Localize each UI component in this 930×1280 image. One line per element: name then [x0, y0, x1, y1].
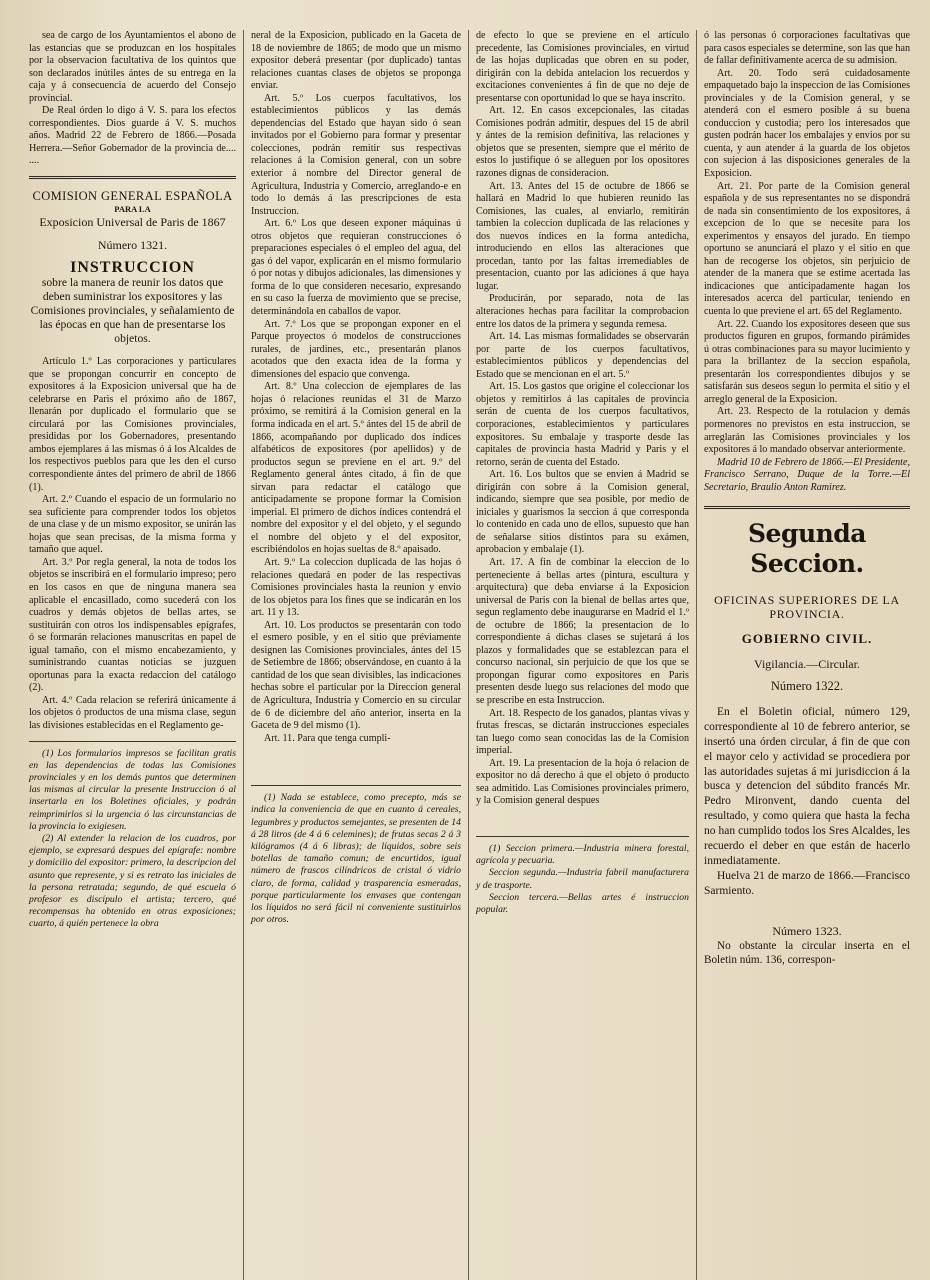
- footnote-separator: [476, 836, 689, 837]
- footnote-1: (1) Los formularios impresos se facilitan gratis en las dependencias de todas las Comisiones provinciales y en los demás puntos que determinen las mismas al circular la presente Instruccion ó al insertarla en los Boletines oficiales, y podrán reimprimirlos si la urgencia ó las circunstancias de la provincia lo exigiesen.: [29, 747, 236, 832]
- commission-para: PARA LA: [114, 204, 151, 215]
- article-8: Art. 8.º Una coleccion de ejemplares de las hojas ó relaciones reunidas el 31 de Marzo próximo, se remitirá á la Comision general en la forma indicada en el art. 5.º ántes del 15 de abril de 1866, acompañando por duplicado dos índices alfabéticos de expositores (por apellidos) y de productos segun se previene en el art. 9.º del Reglamento general ántes citado, á fin de que sirvan para redactar el catálogo que anticipadamente se propone formar la Comision imperial. El primero de dichos índices contendrá el nombre del expositor y el del objeto, y el segundo el nombre del objeto y el del expositor, escribiéndolos en hojas sueltas de 8.º apaisado.: [251, 381, 461, 556]
- column-4: [697, 30, 917, 1280]
- continuation-text: ó las personas ó corporaciones facultativas que para casos especiales se determine, son las que han de fallar definitivamente acerca de su admision.: [704, 30, 911, 67]
- article-13: Art. 13. Antes del 15 de octubre de 1866 se hallará en Madrid lo que hubieren reunido las Comisiones, las cuales, al enviarlo, remitirán tambien la coleccion duplicada de las relaciones y dos nuevos índices en la forma antedicha, introduciendo en ellos las alteraciones que procedan, tanto por las faltas irremediables de presentacion, cuanto por las adiciones á que haya lugar.: [476, 180, 689, 292]
- vigilancia-label: Vigilancia.—Circular.: [754, 656, 860, 671]
- footnote-2: Seccion segunda.—Industria fabril manufacturera y de trasporte.: [476, 867, 689, 891]
- article-1: Artículo 1.º Las corporaciones y particulares que se propongan concurrir en concepto de expositores á la Exposicion universal que ha de celebrarse en Paris el próximo año de 1867, llenarán por duplicado el formulario que se circulará por las Comisiones provinciales, presididas por los Gobernadores, presentando ambos ejemplares á las mismas ó á los Alcaldes de los respectivos pueblos para que les den el curso correspondiente ántes del primero de abril de 1866 (1).: [29, 356, 236, 493]
- last-paragraph: No obstante la circular inserta en el Boletin núm. 136, correspon-: [704, 940, 910, 967]
- article-3: Art. 3.º Por regla general, la nota de todos los objetos se inscribirá en el formulario impreso; pero en los casos en que de ninguna manera sea aplicable el encasillado, como sucederá con los cuadros y demás objetos de bellas artes, se sustituirán con otros los indispensables epígrafes, ó se formarán relaciones manuscritas en papel de igual tamaño, con el mismo encabezamiento, y suministrando cuantas noticias se juzguen oportunas para la exacta redaccion del catálogo (2).: [29, 556, 236, 694]
- document-number: Número 1322.: [770, 679, 844, 694]
- footnote-separator: [251, 785, 461, 786]
- article-7: Art. 7.º Los que se propongan exponer en el Parque proyectos ó modelos de construcciones rurales, de jardines, etc., presentarán planos acotados que den exacta idea de la forma y dimensiones del espacio que convenga.: [251, 318, 461, 380]
- footnote-separator: [29, 741, 236, 742]
- footnotes: [251, 792, 461, 926]
- gobierno-civil-title: GOBIERNO CIVIL.: [741, 631, 873, 647]
- continuation-text: neral de la Exposicion, publicado en la Gaceta de 18 de noviembre de 1865; de modo que un mismo expositor deberá presentar (por duplicado) tantas relaciones cuantas clases de objetos se proponga enviar.: [251, 30, 461, 92]
- document-number: Número 1323.: [772, 923, 842, 938]
- footnotes: [476, 843, 689, 916]
- signature-block: Madrid 10 de Febrero de 1866.—El Presidente, Francisco Serrano, Duque de la Torre.—El Secretario, Braulio Anton Ramirez.: [704, 456, 910, 493]
- article-12: Art. 12. En casos excepcionales, las citadas Comisiones podrán admitir, despues del 15 de abril y ántes de la remision definitiva, las relaciones y objetos que se presenten, siempre que el mérito de estos lo justifique ó se alleguen por los opositores razones dignas de consideracion.: [476, 105, 689, 180]
- article-4: Art. 4.º Cada relacion se referirá únicamente á los objetos ó productos de una misma clase, segun las divisiones establecidas en el Reglamento ge-: [29, 694, 236, 731]
- footnote-1: (1) Seccion primera.—Industria minera forestal, agrícola y pecuaria.: [476, 842, 689, 867]
- separator: [704, 506, 910, 509]
- article-14: Art. 14. Las mismas formalidades se observarán por parte de los cuerpos facultativos, establecimientos públicos y dependencias del Estado que se mencionan en el art. 5.º: [476, 331, 689, 380]
- article-17: Art. 17. A fin de combinar la eleccion de lo perteneciente á bellas artes (pintura, escultura y arquitectura) que deba enviarse á la Exposicion universal de Paris con la bienal de bellas artes que, segun reglamento debe inaugurarse en Madrid el 1.º de octubre de 1866; la presentacion de lo correspondiente á dichas clases se sujetará á los plazos y formalidades que se establezcan para el concurso nacional, sin perjuicio de que los que se propongan figurar como expositores en Paris presenten desde luego sus relaciones del modo que se prescribe en esta Instruccion.: [476, 556, 689, 706]
- continuation-text: de efecto lo que se previene en el artículo precedente, las Comisiones provinciales, en virtud de las hojas duplicadas que obren en su poder, dirigirán con la debida antelacion los recuerdos y excitaciones convenientes á fin de que no deje de presentarse con oportunidad lo que se haya inscrito.: [476, 30, 689, 104]
- footnote-1: (1) Nada se establece, como precepto, más se indica la conveniencia de que en cuanto á cereales, legumbres y productos semejantes, se presenten de 14 á 28 litros (de 4 á 6 celemines); de frutas secas 2 á 3 kilógramos (4 á 6 libras); de líquidos, sobre seis botellas de tamaño comun; de encurtidos, igual número de frascos cilíndricos de cristal ó vidrio claro, de forma, calidad y trasparencia esmeradas, porque particularmente los envases que contengan los líquidos no será fácil ni conveniente sustituirlos por otros.: [251, 792, 461, 926]
- footnotes: [29, 748, 236, 931]
- commission-title: COMISION GENERAL ESPAÑOLA: [32, 189, 233, 204]
- article-9: Art. 9.º La coleccion duplicada de las hojas ó relaciones quedará en poder de las respectivas Comisiones provinciales hasta la reunion y envio de los objetos para los fines que se indicarán en los art. 11 y 13.: [251, 556, 461, 619]
- instruction-subtitle: sobre la manera de reunir los datos que deben suministrar los expositores y las Comisiones provinciales, y señalamiento de las épocas en que han de presentarse los objetos.: [30, 276, 235, 346]
- circular-signature: Huelva 21 de marzo de 1866.—Francisco Sarmiento.: [704, 869, 910, 897]
- article-18: Art. 18. Respecto de los ganados, plantas vivas y frutas frescas, se dictarán instrucciones especiales tan luego como sean conocidas las de la Comision imperial.: [476, 707, 689, 757]
- office-title: OFICINAS SUPERIORES DE LA PROVINCIA.: [714, 593, 900, 622]
- footnote-3: Seccion tercera.—Bellas artes é instruccion popular.: [476, 891, 689, 915]
- column-2: [244, 30, 469, 1280]
- continuation-text: sea de cargo de los Ayuntamientos el abono de las estancias que se produzcan en los hospitales por la observacion facultativa de los quintos que son declarados inútiles ántes de su entrega en la caja y á consecuencia de acuerdo del Consejo provincial.: [29, 30, 236, 104]
- instruction-title: INSTRUCCION: [70, 258, 195, 276]
- article-21: Art. 21. Por parte de la Comision general española y de sus representantes no se dispondrá de nada sin consentimiento de los expositores, á excepcion de lo que se necesite para los experimentos y ensayos del jurado. En tiempo oportuno se anunciará el plazo y el sitio en que han de recogerse los objetos, sin perjuicio de atender de la manera que se estime acertada las indicaciones que anticipadamente hagan los interesados acerca del particular, teniendo en cuenta lo que previene el art. 65 del Reglamento.: [704, 180, 910, 318]
- royal-order-closing: De Real órden lo digo á V. S. para los efectos correspondientes. Dios guarde á V. S. muchos años. Madrid 22 de Febrero de 1866.—Posada Herrera.—Señor Gobernador de la provincia de.... ....: [29, 105, 236, 167]
- separator: [29, 176, 236, 179]
- column-1: [22, 30, 244, 1280]
- article-10: Art. 10. Los productos se presentarán con todo el esmero posible, y en el sitio que préviamente designen las Comisiones provinciales, ántes del 15 de Setiembre de 1866; observándose, en cuanto á la cantidad de los que sean divisibles, las indicaciones hechas sobre el particular por la Direccion general de Agricultura, Industria y Comercio en su circular de 6 de diciembre del año anterior, inserta en la Gaceta de 9 del mismo (1).: [251, 619, 461, 732]
- article-6: Art. 6.º Los que deseen exponer máquinas ú otros objetos que requieran construcciones ó preparaciones especiales ó el empleo del agua, del gas ó del vapor, explicarán en el mismo formulario ó por notas y dibujos adicionales, las dimensiones y forma de lo que consideren necesario, expresando en su caso la fuerza de movimiento que se precise, determinándola en caballos de vapor.: [251, 218, 461, 318]
- article-5: Art. 5.º Los cuerpos facultativos, los establecimientos públicos y las demás dependencias del Estado que hayan sido ó sean invitados por el Gobierno para formar y presentar colecciones, podrán remitir sus respectivas relaciones á la Comision general, con un sobre exterior á nombre del Director general de Agricultura, Industria y Comercio, arreglando-e en todo lo demás á las prescripciones de esta Instruccion.: [251, 92, 461, 217]
- circular-body: En el Boletin oficial, número 129, correspondiente al 10 de febrero anterior, se insertó una órden circular, á fin de que con el mayor celo y actividad se procediera por las autoridades sujetas á mi jurisdiccion á la busca y detencion del súbdito francés Mr. Pedro Mironvent, dando cuenta del resultado, y como quiera que hasta la fecha no han cumplido todos los Sres Alcaldes, les recuerdo el deber en que están de hacerlo inmediatamente.: [704, 705, 910, 867]
- column-3: [469, 30, 697, 1280]
- article-2: Art. 2.º Cuando el espacio de un formulario no sea suficiente para comprender todos los objetos de una clase y de un mismo expositor, se unirán las hojas que sean precisas, de la misma forma y tamaño que aquel.: [29, 494, 236, 556]
- commission-expo: Exposicion Universal de Paris de 1867: [39, 215, 226, 230]
- article-11: Art. 11. Para que tenga cumpli-: [264, 732, 391, 744]
- article-15: Art. 15. Los gastos que origine el coleccionar los objetos y remitirlos á las capitales de provincia serán de cuenta de los cuerpos facultativos, corporaciones, establecimientos y particulares expositores. Su embalaje y trasporte desde las capitales de provincia hasta Madrid y Paris y el retorno, serán de cuenta del Estado.: [476, 381, 689, 468]
- footnote-2: (2) Al extender la relacion de los cuadros, por ejemplo, se expresará despues del epígrafe: nombre y domicilio del expositor: primero, la descripcion del asunto que represente, y si es retrato las iniciales de la persona retratada; segundo, de qué escuela ó profesor es discípulo el artista; tercero, qué recompensas ha obtenido en otras exposiciones; cuarto, á quién pertenece la obra: [29, 832, 236, 930]
- article-16: Art. 16. Los bultos que se envien á Madrid se dirigirán con sobre á la Comision general, indicando, siempre que sea posible, por medio de iniciales y guarismos la seccion á que corresponda lo contenido en cada uno de ellos, supuesto que han de señalarse sitios distintos para su exámen, aprobacion y embalaje (1).: [476, 469, 689, 556]
- article-20: Art. 20. Todo será cuidadosamente empaquetado bajo la inspeccion de las Comisiones provinciales y de la Comision general, y se atenderá con el esmero posible á su buena conduccion y custodia; pero los interesados que gusten podrán hacer los embalajes y envios por su cuenta, y aun atender á la guarda de los objetos con sujecion á las disposiciones generales de la Exposicion.: [704, 67, 910, 180]
- article-22: Art. 22. Cuando los expositores deseen que sus productos figuren en grupos, formando pirámides ú otras combinaciones para su mayor lucimiento y para la brillantez de la seccion española, presentarán los correspondientes dibujos y se satisfarán sus deseos segun lo permita el sitio y el arreglo general de la Exposicion.: [704, 318, 910, 405]
- article-23: Art. 23. Respecto de la rotulacion y demás pormenores no previstos en esta instruccion, se arreglarán las Comisiones provinciales y los expositores á lo mandado observar anteriormente.: [704, 406, 910, 456]
- columns: [22, 30, 918, 1280]
- produciran-paragraph: Producirán, por separado, nota de las alteraciones hechas para facilitar la comprobacion entre los datos de la primera y segunda remesa.: [476, 293, 689, 330]
- article-19: Art. 19. La presentacion de la hoja ó relacion de expositor no dá derecho á que el objeto ó producto sea admitido. Las Comisiones provinciales primero, y la Comision general despues: [476, 757, 689, 807]
- document-number: Número 1321.: [97, 238, 168, 253]
- section-title: Segunda Seccion.: [748, 519, 866, 579]
